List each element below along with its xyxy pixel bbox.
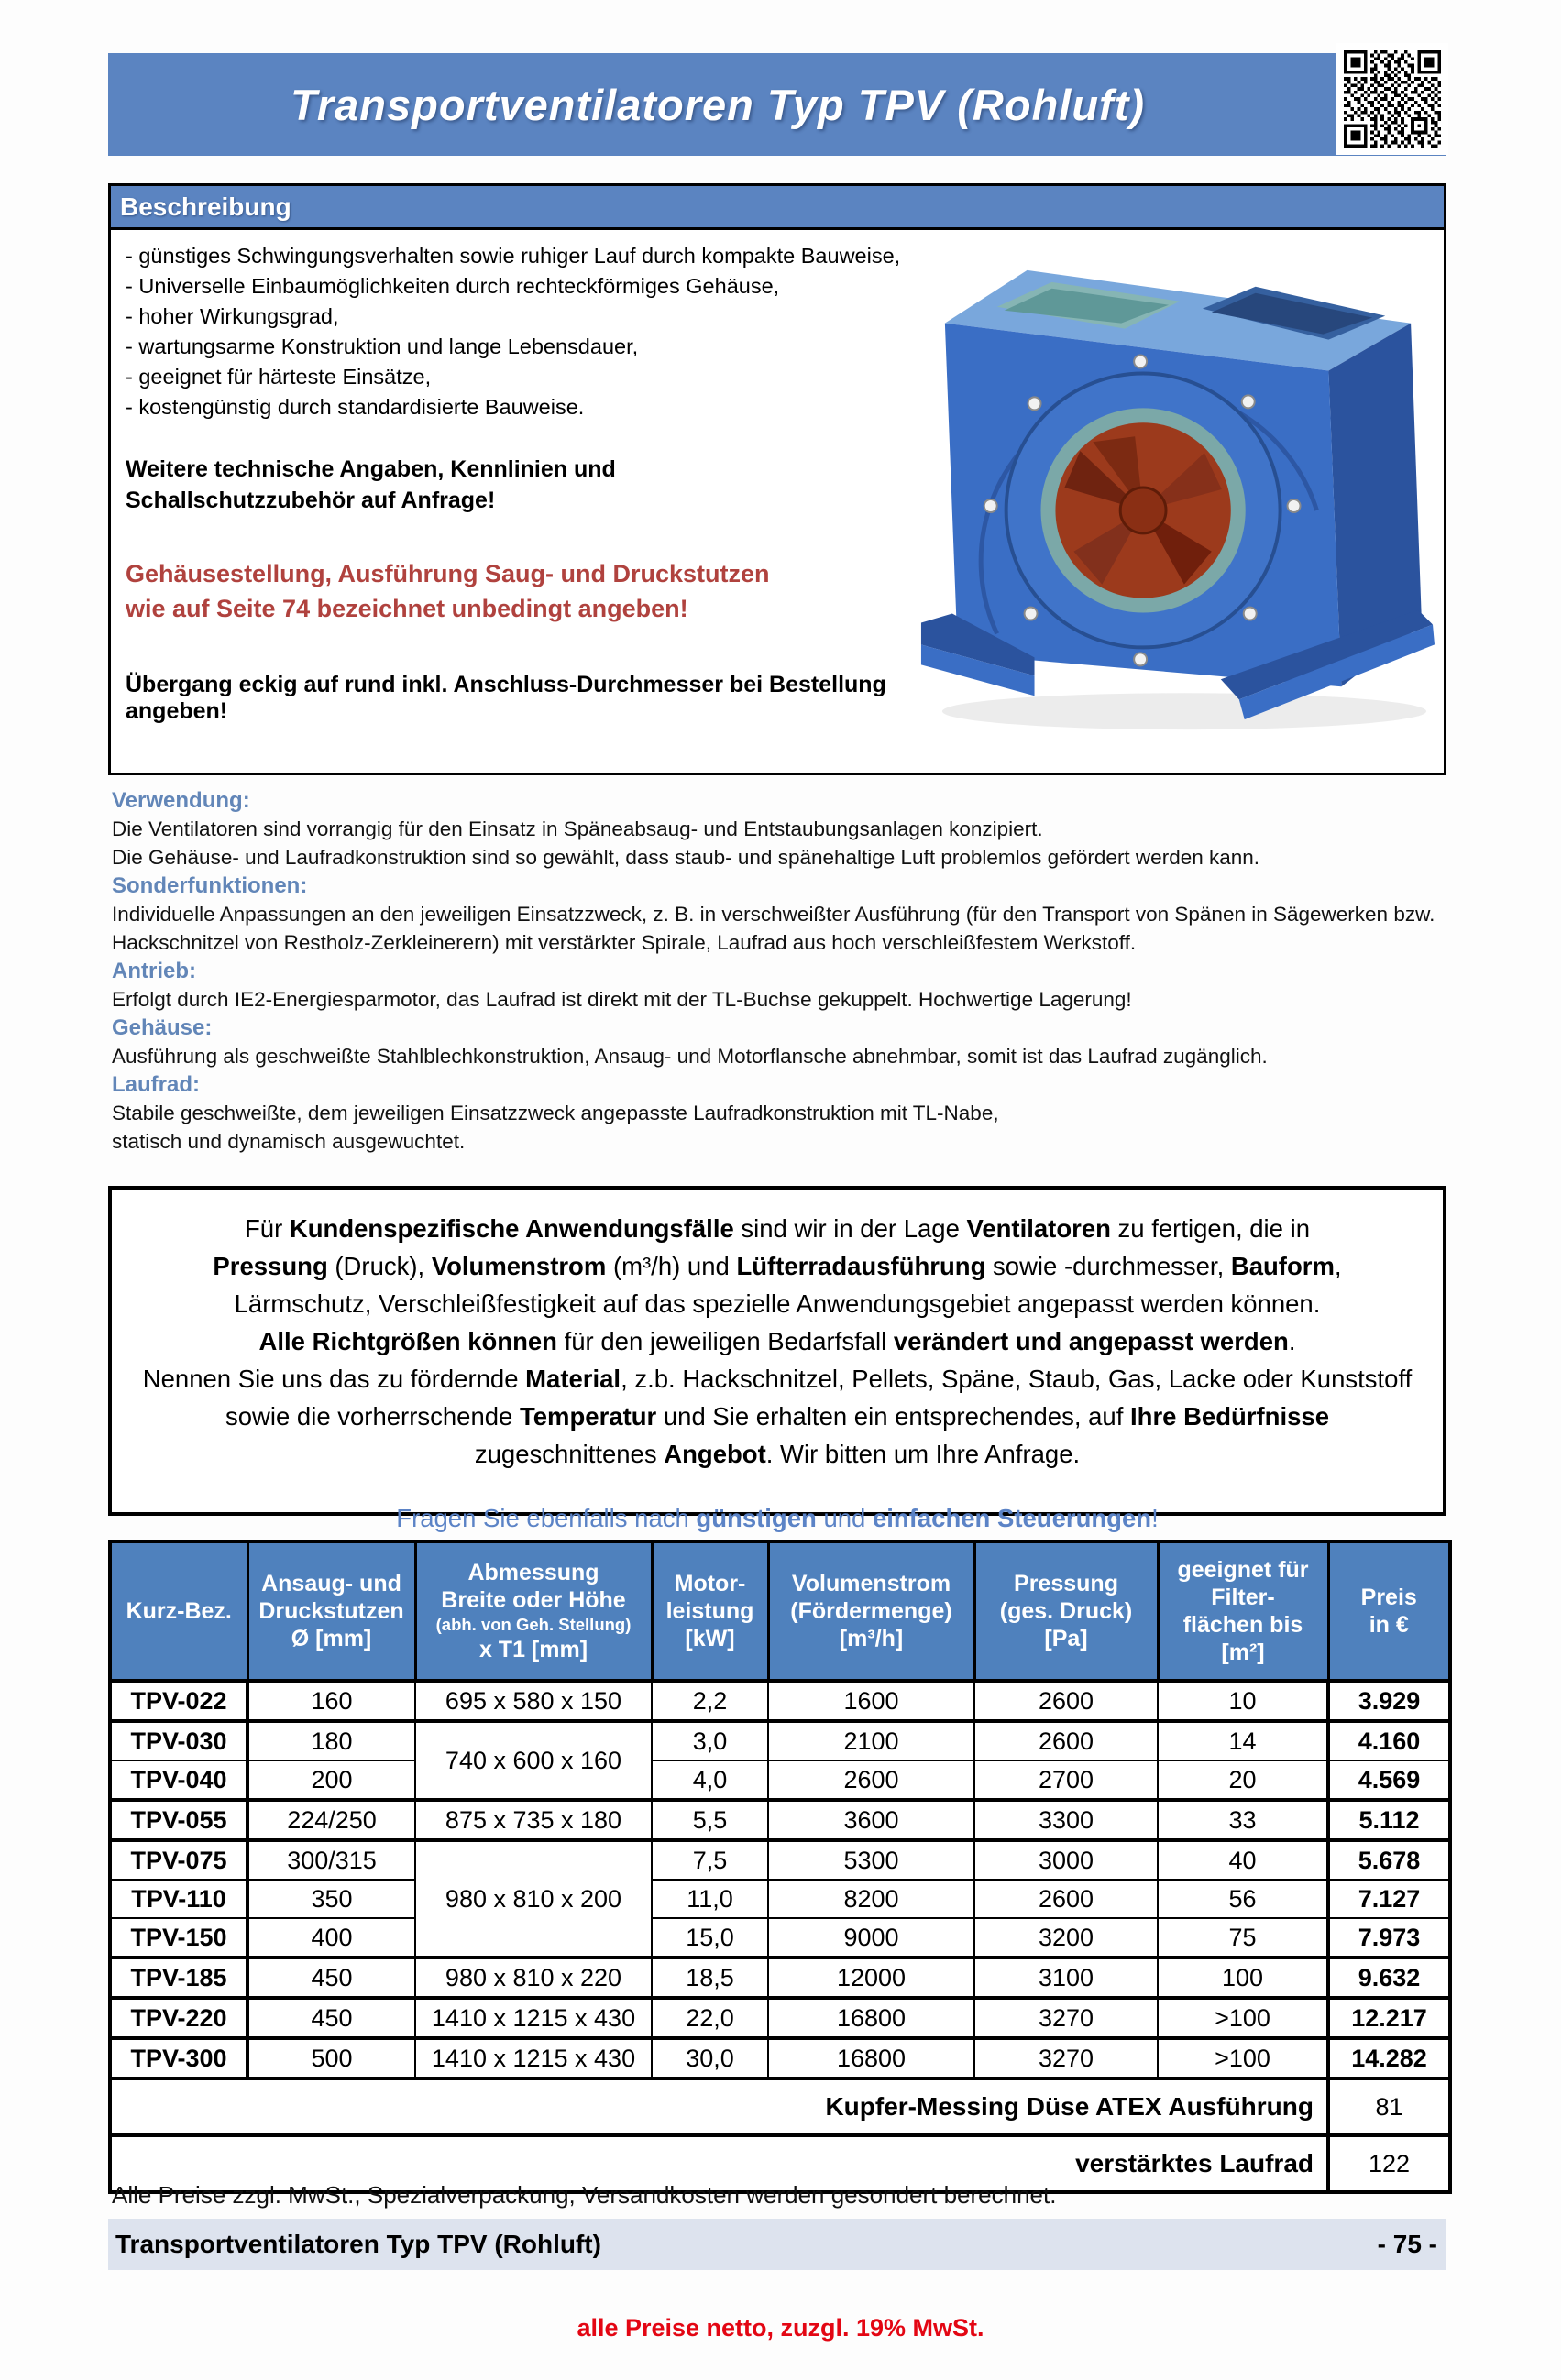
section-line: Erfolgt durch IE2-Energiesparmotor, das Laufrad ist direkt mit der TL-Buchse gekuppelt. Hochwertige Lagerung! — [112, 988, 1132, 1011]
section-line: Individuelle Anpassungen an den jeweiligen Einsatzzweck, z. B. in verschweißter Ausführung (für den Transport von Spänen in Sägewerken bzw. — [112, 903, 1435, 926]
tech-note-line: Weitere technische Angaben, Kennlinien und — [126, 456, 616, 482]
dimensions-cell: 1410 x 1215 x 430 — [415, 1998, 652, 2038]
header-line: flächen bis — [1182, 1612, 1303, 1638]
dimensions-cell: 695 x 580 x 150 — [415, 1681, 652, 1721]
header-bar — [108, 53, 1446, 156]
extra-row — [110, 2078, 1450, 2135]
offer-line: Alle Richtgrößen können für den jeweiligen Bedarfsfall verändert und angepasst werden. — [258, 1327, 1296, 1355]
header-line: Druckstutzen — [258, 1598, 404, 1624]
model-cell: TPV-185 — [110, 1958, 247, 1998]
dimensions-cell: 980 x 810 x 200 — [415, 1840, 652, 1958]
power-cell: 2,2 — [652, 1681, 768, 1721]
qr-code-icon — [1336, 43, 1448, 155]
header-line: Filter- — [1211, 1585, 1275, 1610]
bullet-list — [126, 241, 932, 422]
table-row — [110, 1681, 1450, 1721]
red-note-line: wie auf Seite 74 bezeichnet unbedingt angeben! — [126, 595, 688, 622]
col-header-pressung — [974, 1541, 1158, 1681]
diameter-cell: 500 — [247, 2038, 415, 2078]
section-heading: Laufrad: — [112, 1072, 200, 1097]
extra-price: 81 — [1328, 2078, 1450, 2135]
flow-cell: 3600 — [768, 1800, 974, 1840]
dimensions-cell: 1410 x 1215 x 430 — [415, 2038, 652, 2078]
col-header-volumenstrom — [768, 1541, 974, 1681]
table-row — [110, 1760, 1450, 1800]
flow-cell: 1600 — [768, 1681, 974, 1721]
diameter-cell: 160 — [247, 1681, 415, 1721]
model-cell: TPV-030 — [110, 1721, 247, 1760]
header-line: [m³/h] — [839, 1626, 904, 1651]
table-row — [110, 1840, 1450, 1880]
price-cell: 7.973 — [1328, 1918, 1450, 1958]
header-line: Kurz-Bez. — [126, 1598, 232, 1624]
power-cell: 11,0 — [652, 1880, 768, 1918]
col-header-kurz-bez — [110, 1541, 247, 1681]
col-header-abmessung — [415, 1541, 652, 1681]
header-line: Motor- — [674, 1571, 746, 1596]
table-header-row — [110, 1541, 1450, 1681]
model-cell: TPV-150 — [110, 1918, 247, 1958]
header-line: Ø [mm] — [291, 1626, 372, 1651]
header-line: x T1 [mm] — [478, 1637, 588, 1662]
pressure-cell: 3200 — [974, 1918, 1158, 1958]
pressure-cell: 3000 — [974, 1840, 1158, 1880]
model-cell: TPV-040 — [110, 1760, 247, 1800]
flow-cell: 16800 — [768, 2038, 974, 2078]
price-cell: 4.569 — [1328, 1760, 1450, 1800]
header-line: Pressung — [1014, 1571, 1118, 1596]
power-cell: 7,5 — [652, 1840, 768, 1880]
flow-cell: 2600 — [768, 1760, 974, 1800]
bullet-item: - geeignet für härteste Einsätze, — [126, 365, 432, 389]
filter-cell: 33 — [1158, 1800, 1328, 1840]
footer-title: Transportventilatoren Typ TPV (Rohluft) — [115, 2230, 601, 2258]
qr-code-svg — [1344, 50, 1441, 148]
table-row — [110, 1998, 1450, 2038]
header-line: [kW] — [685, 1626, 735, 1651]
diameter-cell: 200 — [247, 1760, 415, 1800]
bullet-item: - hoher Wirkungsgrad, — [126, 304, 339, 328]
bullet-item: - wartungsarme Konstruktion und lange Lebensdauer, — [126, 335, 639, 358]
header-line: [m²] — [1221, 1640, 1265, 1665]
flow-cell: 5300 — [768, 1840, 974, 1880]
filter-cell: >100 — [1158, 2038, 1328, 2078]
section-line: Die Gehäuse- und Laufradkonstruktion sind so gewählt, dass staub- und spänehaltige Luft problemlos gefördert werden kann. — [112, 846, 1260, 869]
custom-offer-box — [108, 1186, 1446, 1532]
section-heading: Sonderfunktionen: — [112, 873, 308, 898]
section-line: Ausführung als geschweißte Stahlblechkonstruktion, Ansaug- und Motorflansche abnehmbar, somit ist das Laufrad zugänglich. — [112, 1045, 1268, 1068]
vat-note: alle Preise netto, zuzgl. 19% MwSt. — [577, 2314, 984, 2342]
filter-cell: 14 — [1158, 1721, 1328, 1760]
flow-cell: 9000 — [768, 1918, 974, 1958]
model-cell: TPV-022 — [110, 1681, 247, 1721]
model-cell: TPV-110 — [110, 1880, 247, 1918]
pressure-cell: 3270 — [974, 2038, 1158, 2078]
offer-line: Pressung (Druck), Volumenstrom (m³/h) und Lüfterradausführung sowie -durchmesser, Bauform, — [213, 1252, 1342, 1280]
description-body — [111, 230, 1444, 773]
col-header-preis — [1328, 1541, 1450, 1681]
pressure-cell: 2700 — [974, 1760, 1158, 1800]
offer-line: zugeschnittenes Angebot. Wir bitten um Ihre Anfrage. — [474, 1440, 1081, 1468]
extra-label: verstärktes Laufrad — [110, 2135, 1328, 2192]
flow-cell: 16800 — [768, 1998, 974, 2038]
power-cell: 30,0 — [652, 2038, 768, 2078]
extra-label: Kupfer-Messing Düse ATEX Ausführung — [110, 2078, 1328, 2135]
price-cell: 7.127 — [1328, 1880, 1450, 1918]
description-text — [126, 241, 932, 725]
header-line: leistung — [665, 1598, 754, 1624]
offer-line: sowie die vorherrschende Temperatur und Sie erhalten ein entsprechendes, auf Ihre Bedürfnisse — [225, 1402, 1330, 1431]
model-cell: TPV-300 — [110, 2038, 247, 2078]
section-heading: Antrieb: — [112, 959, 196, 983]
section-line: statisch und dynamisch ausgewuchtet. — [112, 1130, 466, 1153]
header-line: (Fördermenge) — [790, 1598, 952, 1624]
section-line: Die Ventilatoren sind vorrangig für den Einsatz in Späneabsaug- und Entstaubungsanlagen konzipiert. — [112, 817, 1043, 840]
model-cell: TPV-220 — [110, 1998, 247, 2038]
table-row — [110, 1721, 1450, 1760]
header-line: geeignet für — [1177, 1557, 1309, 1583]
diameter-cell: 450 — [247, 1958, 415, 1998]
section-heading: Gehäuse: — [112, 1015, 213, 1040]
pressure-cell: 3100 — [974, 1958, 1158, 1998]
diameter-cell: 224/250 — [247, 1800, 415, 1840]
pressure-cell: 2600 — [974, 1681, 1158, 1721]
page-number: - 75 - — [1377, 2230, 1437, 2258]
pressure-cell: 2600 — [974, 1880, 1158, 1918]
power-cell: 22,0 — [652, 1998, 768, 2038]
price-cell: 4.160 — [1328, 1721, 1450, 1760]
table-row — [110, 2038, 1450, 2078]
header-line: Ansaug- und — [261, 1571, 401, 1596]
footer-bar — [108, 2219, 1446, 2270]
model-cell: TPV-055 — [110, 1800, 247, 1840]
fan-product-image — [910, 232, 1440, 769]
diameter-cell: 400 — [247, 1918, 415, 1958]
tech-note-line: Schallschutzzubehör auf Anfrage! — [126, 488, 496, 513]
col-header-stutzen — [247, 1541, 415, 1681]
flow-cell: 8200 — [768, 1880, 974, 1918]
filter-cell: >100 — [1158, 1998, 1328, 2038]
dimensions-cell: 740 x 600 x 160 — [415, 1721, 652, 1800]
price-cell: 5.678 — [1328, 1840, 1450, 1880]
header-line-small: (abh. von Geh. Stellung) — [435, 1615, 632, 1634]
diameter-cell: 300/315 — [247, 1840, 415, 1880]
diameter-cell: 180 — [247, 1721, 415, 1760]
pressure-cell: 3300 — [974, 1800, 1158, 1840]
power-cell: 3,0 — [652, 1721, 768, 1760]
table-row — [110, 1800, 1450, 1840]
description-header: Beschreibung — [111, 186, 1444, 230]
power-cell: 4,0 — [652, 1760, 768, 1800]
power-cell: 18,5 — [652, 1958, 768, 1998]
red-note — [126, 556, 932, 626]
offer-line: Lärmschutz, Verschleißfestigkeit auf das spezielle Anwendungsgebiet angepasst werden können. — [234, 1289, 1321, 1318]
filter-cell: 75 — [1158, 1918, 1328, 1958]
section-line: Hackschnitzel von Restholz-Zerkleinerern) mit verstärkter Spirale, Laufrad aus hoch verschleißfestem Werkstoff. — [112, 931, 1137, 954]
bullet-item: - Universelle Einbaumöglichkeiten durch rechteckförmiges Gehäuse, — [126, 274, 780, 298]
tech-note — [126, 454, 932, 516]
header-line: Preis — [1360, 1585, 1417, 1610]
filter-cell: 40 — [1158, 1840, 1328, 1880]
price-cell: 12.217 — [1328, 1998, 1450, 2038]
steuerungen-cta: Fragen Sie ebenfalls nach günstigen und einfachen Steuerungen! — [396, 1504, 1159, 1532]
bullet-item: - günstiges Schwingungsverhalten sowie ruhiger Lauf durch kompakte Bauweise, — [126, 244, 901, 268]
diameter-cell: 350 — [247, 1880, 415, 1918]
filter-cell: 20 — [1158, 1760, 1328, 1800]
power-cell: 15,0 — [652, 1918, 768, 1958]
price-cell: 9.632 — [1328, 1958, 1450, 1998]
model-cell: TPV-075 — [110, 1840, 247, 1880]
price-note: Alle Preise zzgl. MwSt., Spezialverpackung, Versandkosten werden gesondert berechnet. — [112, 2181, 1057, 2209]
red-note-line: Gehäusestellung, Ausführung Saug- und Druckstutzen — [126, 560, 770, 587]
header-line: Volumenstrom — [791, 1571, 951, 1596]
centrifugal-fan-illustration — [910, 232, 1440, 743]
pressure-cell: 2600 — [974, 1721, 1158, 1760]
dimensions-cell: 980 x 810 x 220 — [415, 1958, 652, 1998]
product-table — [108, 1540, 1452, 2194]
header-line: in € — [1369, 1612, 1409, 1638]
filter-cell: 56 — [1158, 1880, 1328, 1918]
table-row — [110, 1880, 1450, 1918]
pressure-cell: 3270 — [974, 1998, 1158, 2038]
dimensions-cell: 875 x 735 x 180 — [415, 1800, 652, 1840]
col-header-motorleistung — [652, 1541, 768, 1681]
header-line: [Pa] — [1044, 1626, 1088, 1651]
offer-line: Nennen Sie uns das zu fördernde Material, z.b. Hackschnitzel, Pellets, Späne, Staub, Gas, Lacke oder Kunststoff — [142, 1365, 1413, 1393]
section-line: Stabile geschweißte, dem jeweiligen Einsatzzweck angepasste Laufradkonstruktion mit TL-Nabe, — [112, 1102, 999, 1124]
flow-cell: 12000 — [768, 1958, 974, 1998]
table-row — [110, 1918, 1450, 1958]
page-title: Transportventilatoren Typ TPV (Rohluft) — [290, 80, 1146, 129]
header-line: Abmessung — [467, 1560, 599, 1585]
filter-cell: 100 — [1158, 1958, 1328, 1998]
price-cell: 5.112 — [1328, 1800, 1450, 1840]
transition-note: Übergang eckig auf rund inkl. Anschluss-Durchmesser bei Bestellung angeben! — [126, 672, 886, 724]
diameter-cell: 450 — [247, 1998, 415, 2038]
price-cell: 3.929 — [1328, 1681, 1450, 1721]
bullet-item: - kostengünstig durch standardisierte Bauweise. — [126, 395, 585, 419]
extra-price: 122 — [1328, 2135, 1450, 2192]
header-line: (ges. Druck) — [999, 1598, 1133, 1624]
col-header-filterflaechen — [1158, 1541, 1328, 1681]
table-row — [110, 1958, 1450, 1998]
flow-cell: 2100 — [768, 1721, 974, 1760]
offer-line: Für Kundenspezifische Anwendungsfälle sind wir in der Lage Ventilatoren zu fertigen, die in — [244, 1214, 1310, 1243]
filter-cell: 10 — [1158, 1681, 1328, 1721]
price-cell: 14.282 — [1328, 2038, 1450, 2078]
header-line: Breite oder Höhe — [441, 1587, 626, 1613]
description-section — [108, 183, 1446, 775]
power-cell: 5,5 — [652, 1800, 768, 1840]
section-heading: Verwendung: — [112, 788, 250, 813]
info-sections — [112, 786, 1455, 1156]
